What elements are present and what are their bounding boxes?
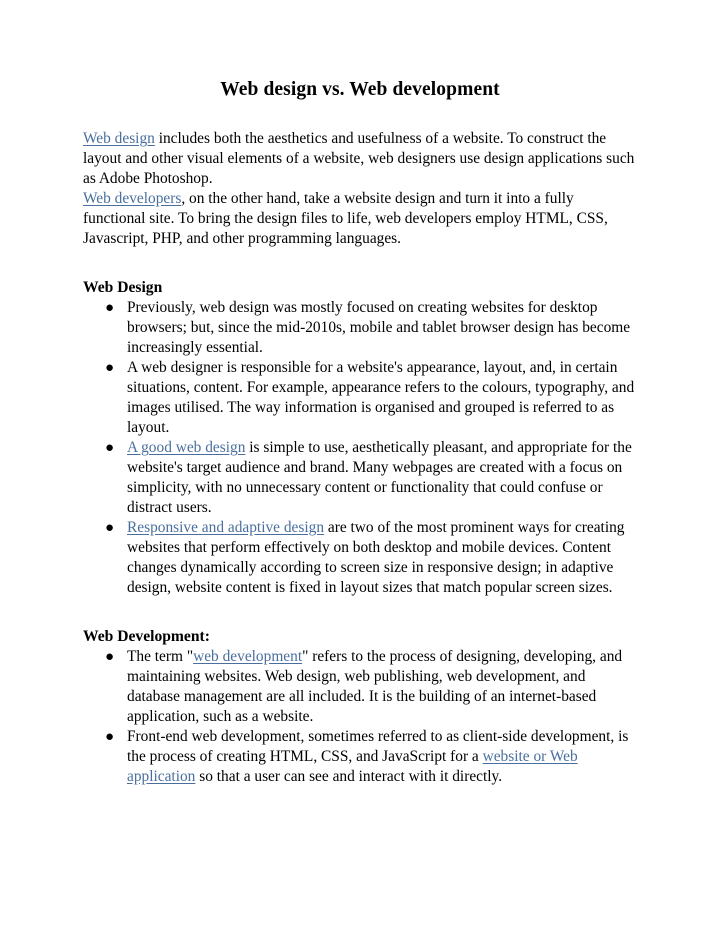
link-website-or-web-application[interactable]: website or Web application bbox=[127, 748, 578, 785]
list-item bbox=[83, 647, 637, 727]
section-heading-web-design: Web Design bbox=[83, 279, 163, 296]
list-item-prefix: The term " bbox=[127, 648, 194, 665]
bullet-icon: ● bbox=[105, 440, 115, 456]
list-item bbox=[83, 298, 637, 358]
list-item-suffix: is simple to use, aesthetically pleasant, and appropriate for the website's target audience and brand. Many webpages are created with a focus on simplicity, with no unnecessary content or functionality that could confuse or distract users. bbox=[127, 439, 632, 516]
intro-paragraphs bbox=[83, 129, 637, 249]
intro-paragraph-2-text: , on the other hand, take a website design and turn it into a fully functional site. To bring the design files to life, web developers employ HTML, CSS, Javascript, PHP, and other programming languages. bbox=[83, 190, 608, 247]
bullet-icon: ● bbox=[105, 360, 115, 376]
list-item bbox=[83, 438, 637, 518]
section-heading-web-development: Web Development: bbox=[83, 628, 210, 645]
link-responsive-and-adaptive-design[interactable]: Responsive and adaptive design bbox=[127, 519, 325, 536]
bullet-icon: ● bbox=[105, 649, 115, 665]
document-content bbox=[83, 78, 637, 787]
list-item bbox=[83, 727, 637, 787]
list-item-suffix: A web designer is responsible for a website's appearance, layout, and, in certain situations, content. For example, appearance refers to the colours, typography, and images utilised. The way information is organised and grouped is referred to as layout. bbox=[127, 359, 635, 436]
bullet-list-web-development bbox=[83, 647, 637, 787]
link-web-design[interactable]: Web design bbox=[83, 130, 155, 147]
list-item bbox=[83, 518, 637, 598]
list-item-prefix: Front-end web development, sometimes referred to as client-side development, is the process of creating HTML, CSS, and JavaScript for a bbox=[127, 728, 629, 765]
intro-paragraph-1 bbox=[83, 129, 637, 189]
bullet-icon: ● bbox=[105, 520, 115, 536]
intro-paragraph-2 bbox=[83, 189, 637, 249]
list-item-suffix: so that a user can see and interact with it directly. bbox=[195, 768, 503, 785]
bullet-icon: ● bbox=[105, 300, 115, 316]
list-item bbox=[83, 358, 637, 438]
bullet-list-web-design bbox=[83, 298, 637, 598]
link-web-development[interactable]: web development bbox=[193, 648, 303, 665]
bullet-icon: ● bbox=[105, 729, 115, 745]
intro-paragraph-1-text: includes both the aesthetics and usefulness of a website. To construct the layout and other visual elements of a website, web designers use design applications such as Adobe Photoshop. bbox=[83, 130, 635, 187]
list-item-suffix: Previously, web design was mostly focused on creating websites for desktop browsers; but, since the mid-2010s, mobile and tablet browser design has become increasingly essential. bbox=[127, 299, 631, 356]
link-web-developers[interactable]: Web developers bbox=[83, 190, 182, 207]
list-item-suffix: are two of the most prominent ways for creating websites that perform effectively on both desktop and mobile devices. Content changes dynamically according to screen size in responsive design; in adaptive design, website content is fixed in layout sizes that match popular screen sizes. bbox=[127, 519, 625, 596]
link-a-good-web-design[interactable]: A good web design bbox=[127, 439, 246, 456]
list-item-suffix: " refers to the process of designing, developing, and maintaining websites. Web design, web publishing, web development, and database management are all included. It is the building of an internet-based application, such as a website. bbox=[127, 648, 623, 725]
page-title: Web design vs. Web development bbox=[220, 79, 500, 100]
